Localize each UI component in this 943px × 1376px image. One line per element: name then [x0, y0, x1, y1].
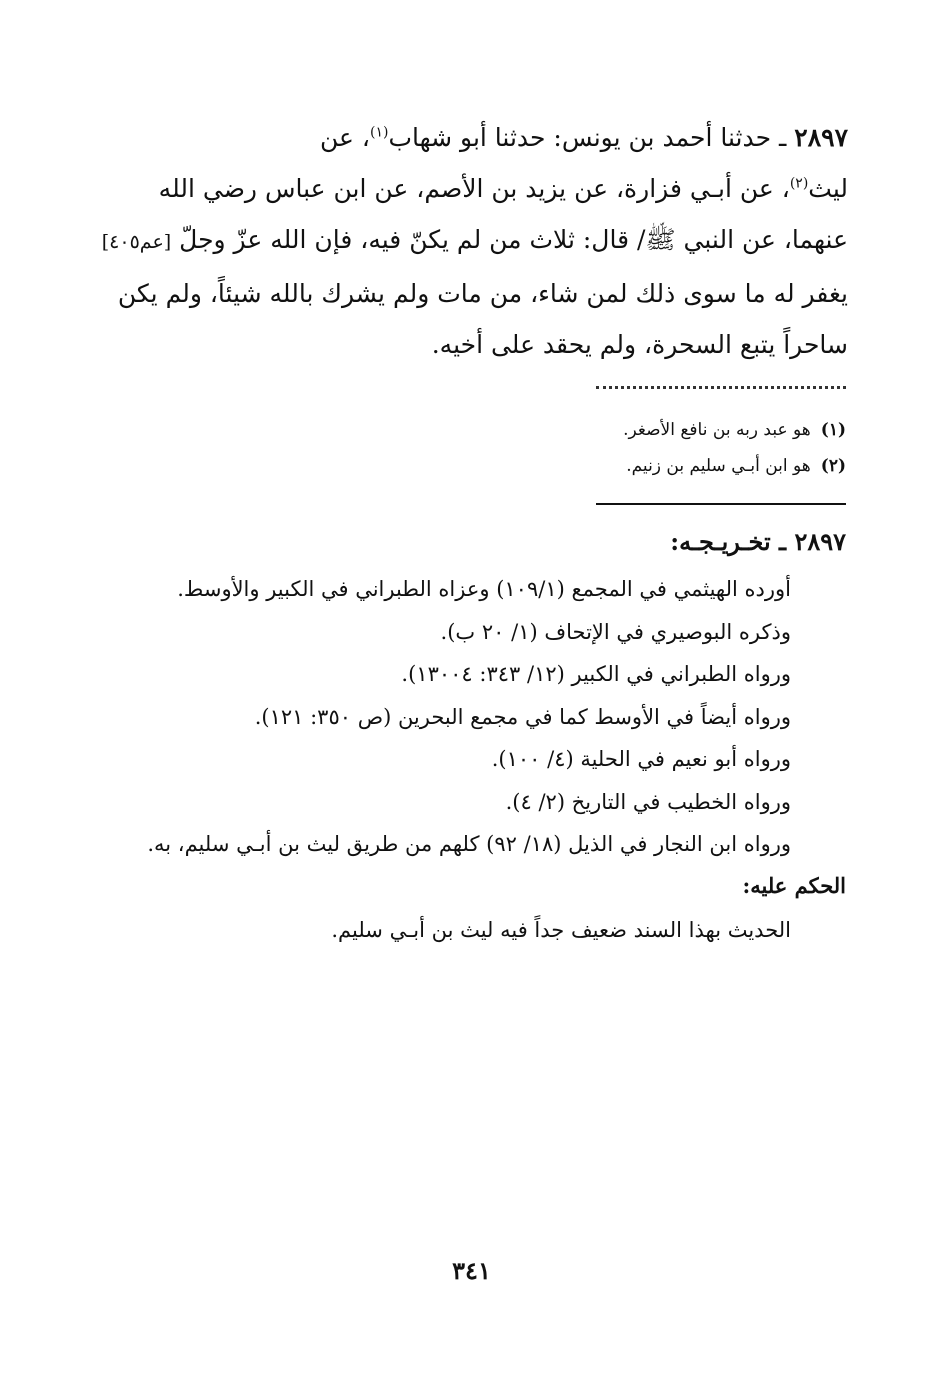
footnote-1-text: هو عبد ربه بن نافع الأصغر.: [623, 420, 811, 440]
takhrij-list: [101, 568, 791, 866]
takhrij-item: ورواه الطبراني في الكبير (١٢/ ٣٤٣: ١٣٠٠٤).: [401, 662, 791, 686]
hadith-line: [88, 268, 848, 319]
footnote-2: [286, 448, 846, 484]
hadith-text-segment: ، عن: [320, 123, 370, 152]
hadith-text-segment: عنهما، عن النبي ﷺ/ قال: ثلاث من لم يكنّ فيه، فإن الله عزّ وجلّ: [171, 225, 848, 254]
footnote-1: [286, 412, 846, 448]
takhrij-heading: ٢٨٩٧ ـ تخـريـجـه:: [670, 527, 846, 556]
hadith-text-segment: ـ حدثنا أحمد بن يونس: حدثنا أبو شهاب: [388, 123, 795, 152]
takhrij-item: ورواه أبو نعيم في الحلية (٤/ ١٠٠).: [491, 747, 791, 771]
takhrij-item: أورده الهيثمي في المجمع (١٠٩/١) وعزاه الطبراني في الكبير والأوسط.: [177, 577, 791, 601]
manuscript-reference: [عم٤٠٥]: [101, 231, 172, 253]
footnote-2-mark: (٢): [820, 456, 846, 476]
footnote-1-mark: (١): [820, 420, 846, 440]
hadith-line: [88, 214, 848, 268]
takhrij-item: وذكره البوصيري في الإتحاف (١/ ٢٠ ب).: [440, 619, 791, 644]
footnotes: [286, 412, 846, 484]
hadith-line: [88, 163, 848, 214]
hadith-line: [88, 319, 848, 370]
hadith-text-segment: ، عن أبـي فزارة، عن يزيد بن الأصم، عن ابن عباس رضي الله: [158, 174, 790, 203]
takhrij-item: ورواه أيضاً في الأوسط كما في مجمع البحرين (ص ٣٥٠: ١٢١).: [254, 704, 791, 729]
hadith-text-segment: ليث: [808, 174, 848, 203]
section-rule: [596, 503, 846, 505]
hadith-number: ٢٨٩٧: [794, 123, 848, 152]
hadith-text: [88, 112, 848, 370]
footnote-reference: (١): [369, 124, 389, 141]
footnote-reference: (٢): [789, 175, 809, 192]
footnote-dotted-separator: [596, 386, 846, 389]
hukm-text: الحديث بهذا السند ضعيف جداً فيه ليث بن أبـي سليم.: [331, 918, 791, 942]
page-number: ٣٤١: [452, 1256, 491, 1285]
hadith-text-segment: يغفر له ما سوى ذلك لمن شاء، من مات ولم يشرك بالله شيئاً، ولم يكن: [117, 279, 848, 308]
takhrij-item: ورواه ابن النجار في الذيل (١٨/ ٩٢) كلهم من طريق ليث بن أبـي سليم، به.: [147, 832, 791, 856]
hadith-text-segment: ساحراً يتبع السحرة، ولم يحقد على أخيه.: [431, 330, 848, 359]
takhrij-item: ورواه الخطيب في التاريخ (٢/ ٤).: [505, 789, 791, 814]
hukm-heading: الحكم عليه:: [742, 873, 846, 898]
footnote-2-text: هو ابن أبـي سليم بن زنيم.: [626, 456, 811, 476]
hadith-line: [88, 112, 848, 163]
